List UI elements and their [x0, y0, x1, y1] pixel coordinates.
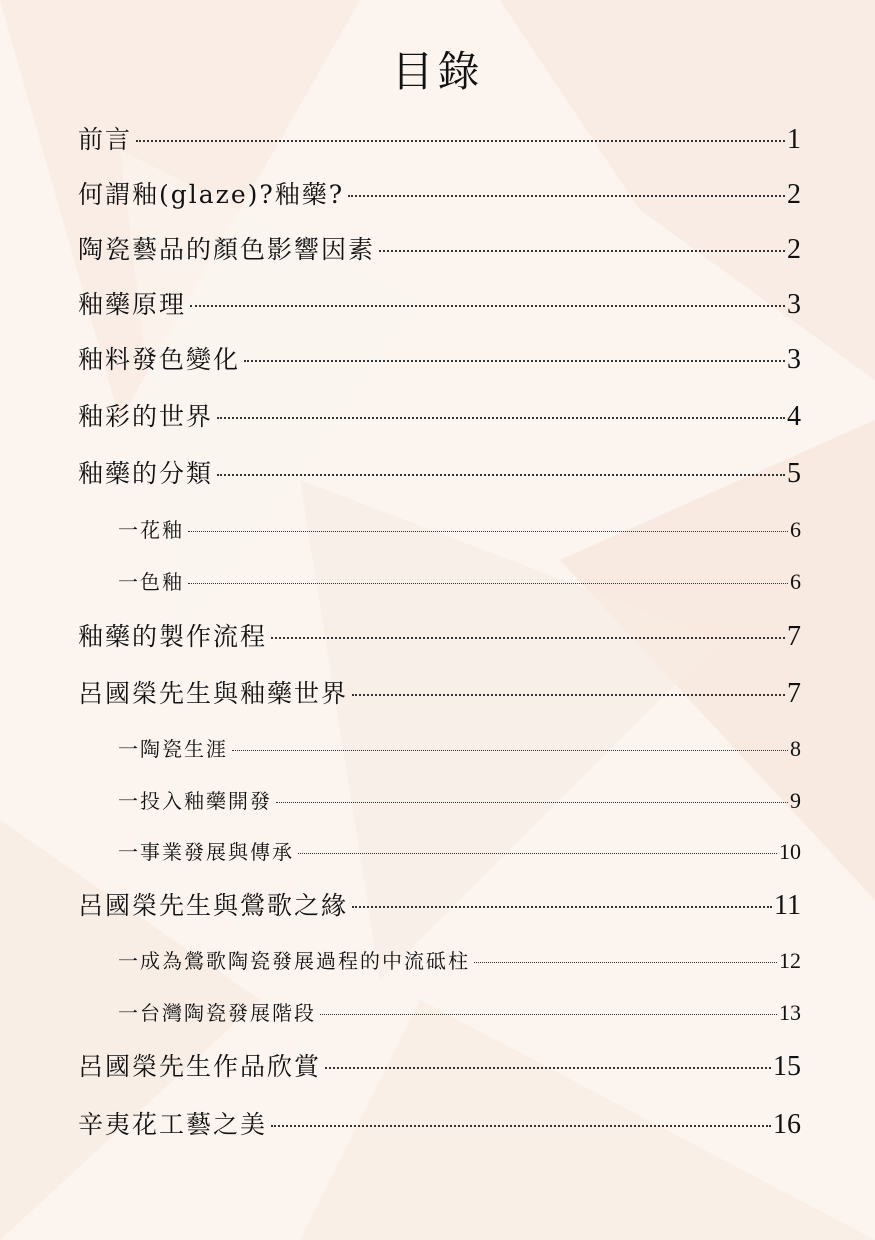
- toc-entry-label: 一台灣陶瓷發展階段: [118, 1001, 316, 1025]
- toc-entry-color-variation[interactable]: [78, 340, 801, 376]
- toc-entry-label: 一花釉: [118, 518, 184, 542]
- toc-page-number: 11: [774, 890, 801, 921]
- dot-leader: [298, 853, 777, 854]
- toc-entry-lu-works[interactable]: [78, 1047, 801, 1083]
- dot-leader: [325, 1067, 771, 1069]
- dot-leader: [271, 1125, 771, 1127]
- toc-page-number: 5: [787, 458, 801, 489]
- dot-leader: [244, 360, 785, 362]
- toc-entry-label: 一陶瓷生涯: [118, 737, 228, 761]
- toc-page-number: 6: [790, 517, 801, 542]
- dot-leader: [232, 750, 788, 751]
- toc-page-number: 6: [790, 569, 801, 594]
- dot-leader: [190, 305, 785, 307]
- toc-page-number: 9: [790, 788, 801, 813]
- toc-entry-preface[interactable]: [78, 120, 801, 156]
- dot-leader: [188, 531, 788, 532]
- toc-page-number: 16: [773, 1109, 801, 1140]
- toc-page-number: 2: [787, 234, 801, 265]
- toc-page-number: 8: [790, 736, 801, 761]
- dot-leader: [271, 637, 785, 639]
- dot-leader: [217, 474, 785, 476]
- toc-entry-label: 呂國榮先生與釉藥世界: [78, 679, 349, 708]
- toc-page-number: 4: [787, 401, 801, 432]
- toc-page-number: 15: [773, 1051, 801, 1082]
- toc-entry-production-process[interactable]: [78, 617, 801, 653]
- toc-entry-what-is-glaze[interactable]: [78, 175, 801, 211]
- toc-subentry-taiwan-ceramic-stages[interactable]: [118, 997, 801, 1026]
- toc-entry-lu-and-glaze[interactable]: [78, 674, 801, 710]
- dot-leader: [379, 250, 785, 252]
- toc-entry-lu-and-yingge[interactable]: [78, 886, 801, 922]
- toc-subentry-color-glaze[interactable]: [118, 566, 801, 595]
- toc-page-number: 7: [787, 621, 801, 652]
- toc-entry-label: 呂國榮先生作品欣賞: [78, 1052, 322, 1081]
- dot-leader: [320, 1014, 777, 1015]
- toc-entry-magnolia-craft[interactable]: [78, 1105, 801, 1141]
- toc-entry-label: 一成為鶯歌陶瓷發展過程的中流砥柱: [118, 949, 470, 973]
- dot-leader: [352, 694, 785, 696]
- toc-entry-label: 呂國榮先生與鶯歌之緣: [78, 891, 349, 920]
- toc-entry-glaze-principles[interactable]: [78, 285, 801, 321]
- toc-entry-glaze-classification[interactable]: [78, 454, 801, 490]
- dot-leader: [217, 417, 785, 419]
- toc-subentry-ceramic-career[interactable]: [118, 733, 801, 762]
- toc-entry-label: 釉藥的製作流程: [78, 622, 268, 651]
- toc-entry-label: 釉料發色變化: [78, 345, 241, 374]
- toc-entry-label: 一色釉: [118, 570, 184, 594]
- toc-entry-label: 釉藥原理: [78, 290, 187, 319]
- dot-leader: [188, 583, 788, 584]
- toc-entry-label: 一事業發展與傳承: [118, 840, 294, 864]
- dot-leader: [474, 962, 777, 963]
- toc-page-number: 13: [779, 1000, 801, 1025]
- toc-subentry-yingge-pillar[interactable]: [118, 945, 801, 974]
- toc-entry-label: 前言: [78, 125, 133, 154]
- toc-page-number: 12: [779, 948, 801, 973]
- dot-leader: [352, 906, 772, 908]
- toc-page-number: 3: [787, 344, 801, 375]
- toc-page-number: 10: [779, 839, 801, 864]
- toc-entry-label: 釉彩的世界: [78, 402, 214, 431]
- toc-entry-label: 辛夷花工藝之美: [78, 1110, 268, 1139]
- toc-subentry-business-legacy[interactable]: [118, 836, 801, 865]
- page-title: 目錄: [391, 47, 484, 96]
- toc-subentry-flower-glaze[interactable]: [118, 514, 801, 543]
- toc-page-number: 7: [787, 678, 801, 709]
- toc-entry-label: 釉藥的分類: [78, 459, 214, 488]
- dot-leader: [136, 140, 785, 142]
- toc-page-number: 2: [787, 179, 801, 210]
- toc-page-number: 3: [787, 289, 801, 320]
- toc-entry-color-factors[interactable]: [78, 230, 801, 266]
- toc-entry-glaze-world[interactable]: [78, 397, 801, 433]
- dot-leader: [276, 802, 788, 803]
- toc-entry-label: 陶瓷藝品的顏色影響因素: [78, 235, 376, 264]
- toc-entry-label: 一投入釉藥開發: [118, 789, 272, 813]
- toc-subentry-glaze-development[interactable]: [118, 785, 801, 814]
- toc-page-number: 1: [787, 124, 801, 155]
- dot-leader: [348, 195, 785, 197]
- toc-entry-label: 何謂釉(glaze)?釉藥?: [78, 180, 345, 209]
